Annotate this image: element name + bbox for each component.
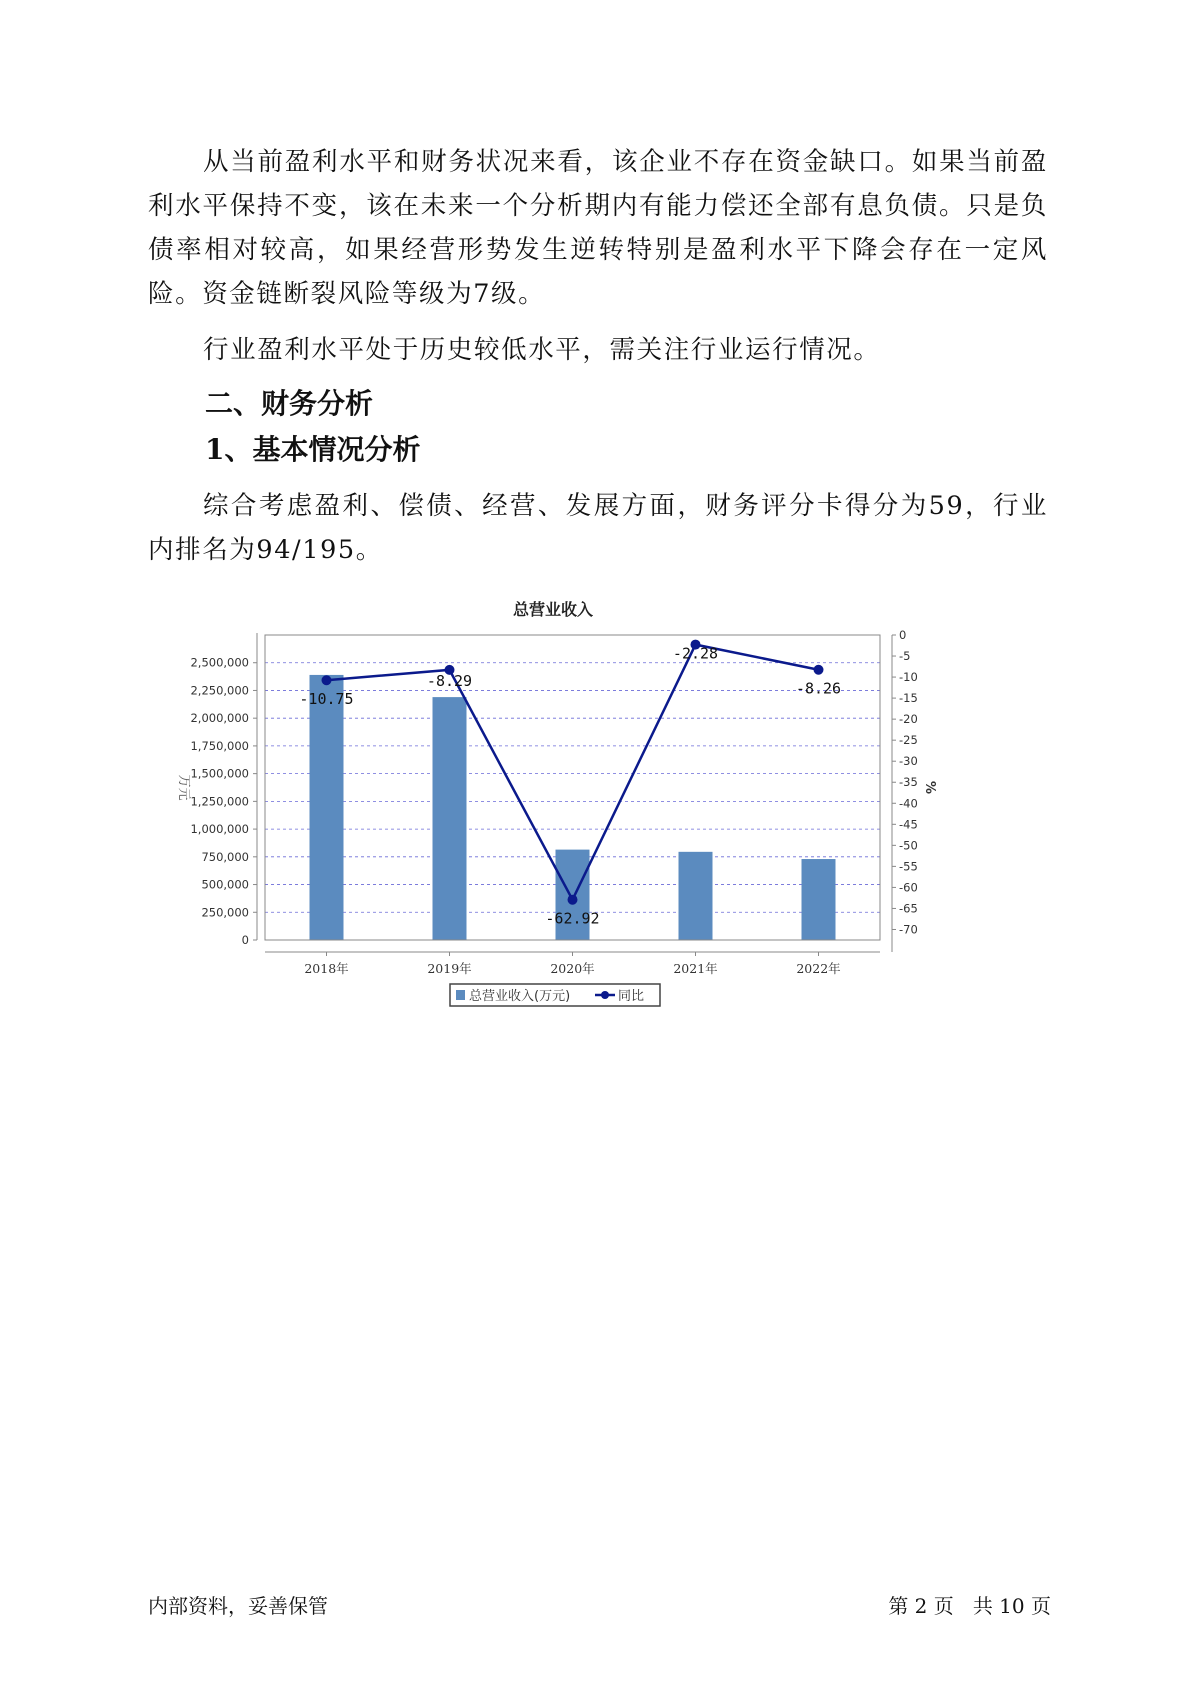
chart-right-tick-label: -45 (899, 817, 918, 832)
chart-point-2020年 (568, 895, 578, 905)
chart-right-tick-label: -5 (899, 649, 911, 664)
chart-bar-2022年 (802, 859, 836, 940)
chart-x-tick-label: 2021年 (673, 961, 718, 976)
paragraph-capital-risk: 从当前盈利水平和财务状况来看，该企业不存在资金缺口。如果当前盈利水平保持不变，该在未来一个分析期内有能力偿还全部有息负债。只是负债率相对较高，如果经营形势发生逆转特别是盈利水平下降会存在一定风险。资金链断裂风险等级为7级。 (148, 147, 1048, 309)
chart-bar-2018年 (310, 675, 344, 940)
chart-data-label-2022年: -8.26 (795, 679, 842, 698)
chart-left-tick-label: 2,500,000 (190, 655, 249, 670)
chart-right-tick-label: -50 (899, 838, 918, 853)
chart-left-axis-label: 万元 (176, 774, 191, 801)
chart-right-tick-label: -20 (899, 712, 918, 727)
footer-page-number: 第 2 页 共 10 页 (888, 1594, 1051, 1618)
chart-right-tick-label: -65 (899, 901, 918, 916)
chart-data-label-2018年: -10.75 (299, 690, 354, 709)
footer-confidential-note: 内部资料，妥善保管 (148, 1594, 328, 1618)
chart-right-tick-label: -60 (899, 880, 918, 895)
chart-right-tick-label: -55 (899, 859, 918, 874)
chart-left-tick-label: 2,000,000 (190, 711, 249, 726)
chart-right-tick-label: -25 (899, 733, 918, 748)
chart-x-axis (304, 952, 840, 976)
chart-left-tick-label: 1,250,000 (190, 794, 249, 809)
chart-left-tick-label: 750,000 (201, 849, 249, 864)
revenue-chart (170, 595, 950, 1020)
chart-bar-2019年 (433, 697, 467, 940)
chart-right-tick-label: -70 (899, 922, 918, 937)
chart-left-axis (190, 656, 257, 947)
chart-legend-bar-label: 总营业收入(万元) (469, 989, 571, 1004)
chart-left-tick-label: 0 (241, 933, 249, 947)
chart-point-2018年 (322, 675, 332, 685)
chart-right-tick-label: -35 (899, 775, 918, 790)
chart-legend-line-marker (601, 991, 609, 999)
paragraph-industry-profit: 行业盈利水平处于历史较低水平，需关注行业运行情况。 (203, 335, 881, 365)
chart-x-tick-label: 2020年 (550, 961, 595, 976)
chart-x-tick-label: 2019年 (427, 961, 472, 976)
chart-bar-2021年 (679, 852, 713, 940)
chart-x-tick-label: 2018年 (304, 961, 349, 976)
chart-right-tick-label: -40 (899, 796, 918, 811)
chart-right-tick-label: 0 (899, 628, 907, 642)
chart-x-tick-label: 2022年 (796, 961, 841, 976)
chart-left-tick-label: 1,750,000 (190, 738, 249, 753)
chart-left-tick-label: 1,500,000 (190, 766, 249, 781)
chart-right-tick-label: -30 (899, 754, 918, 769)
chart-left-tick-label: 500,000 (201, 877, 249, 892)
chart-right-axis (892, 628, 918, 936)
chart-point-2022年 (814, 665, 824, 675)
chart-legend-bar-swatch (456, 990, 465, 1000)
chart-data-label-2020年: -62.92 (545, 909, 600, 928)
chart-right-axis-label: % (922, 780, 937, 795)
chart-data-label-2021年: -2.28 (672, 644, 719, 663)
chart-title: 总营业收入 (512, 600, 594, 619)
chart-legend (450, 984, 660, 1006)
section-heading-financial-analysis: 二、财务分析 (205, 387, 374, 420)
chart-legend-line-label: 同比 (618, 989, 645, 1004)
chart-left-tick-label: 2,250,000 (190, 683, 249, 698)
chart-right-tick-label: -15 (899, 691, 918, 706)
chart-left-tick-label: 1,000,000 (190, 822, 249, 837)
chart-left-tick-label: 250,000 (201, 905, 249, 920)
subsection-heading-basic-analysis: 1、基本情况分析 (205, 433, 421, 466)
chart-data-label-2019年: -8.29 (426, 671, 473, 690)
chart-right-tick-label: -10 (899, 670, 918, 685)
paragraph-score-card: 综合考虑盈利、偿债、经营、发展方面，财务评分卡得分为59，行业内排名为94/195。 (148, 491, 1048, 565)
